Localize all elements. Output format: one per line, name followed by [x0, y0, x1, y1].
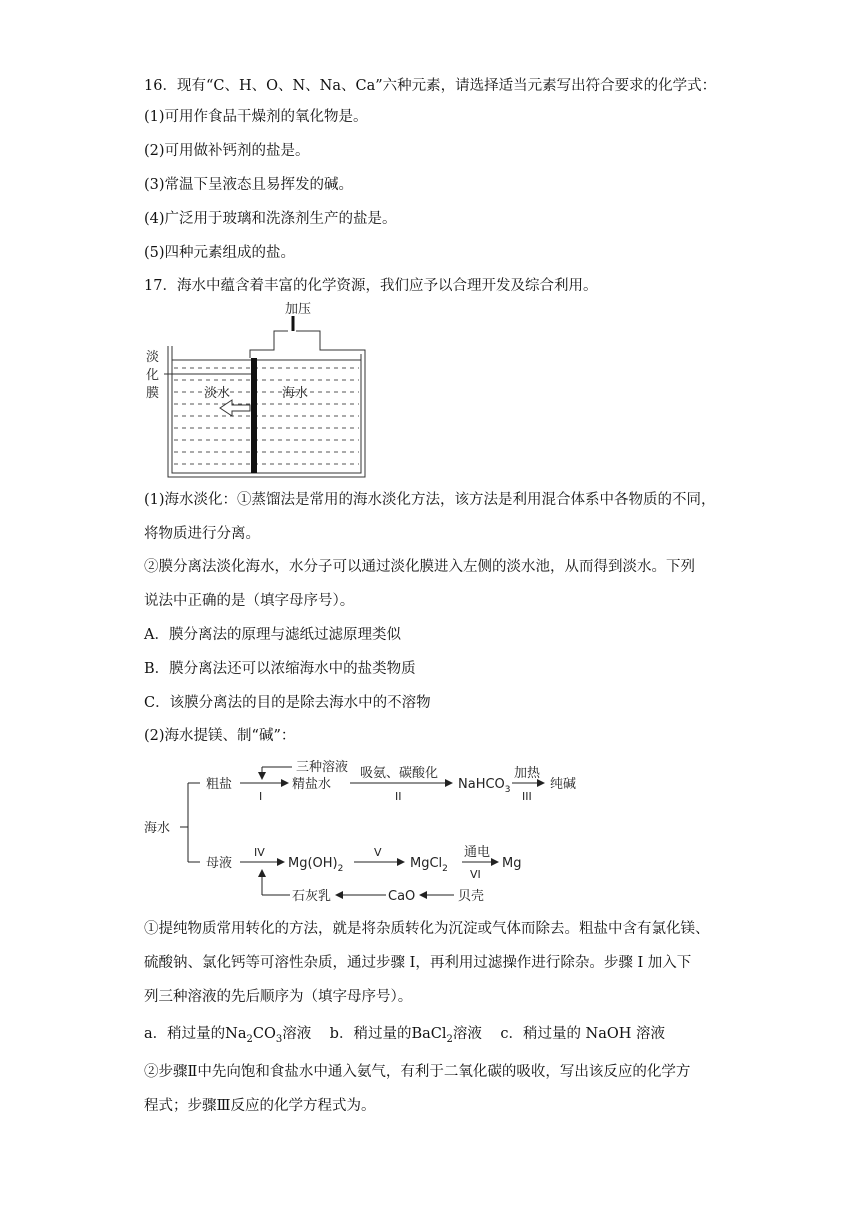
process-flowchart — [140, 752, 620, 910]
fresh-water-label: 淡水 — [204, 386, 231, 401]
step-6-condition: 通电 — [464, 845, 491, 860]
q17-s1-line2: 硫酸钠、氯化钙等可溶性杂质，通过步骤 I，再利用过滤操作进行除杂。步骤 I 加入下 — [144, 955, 692, 971]
sea-water-label: 海水 — [282, 386, 309, 401]
mgoh2-node: $Mg(OH)_2$ — [288, 856, 344, 874]
q17-s1-line1: ①提纯物质常用转化的方法，就是将杂质转化为沉淀或气体而除去。粗盐中含有氯化镁、 — [144, 921, 710, 937]
mgcl2-node: MgCl$_2$ — [410, 856, 448, 874]
shell-node: 贝壳 — [458, 889, 485, 904]
q16-item-5: (5)四种元素组成的盐。 — [144, 245, 296, 261]
q17-p2-line2: 说法中正确的是（填字母序号）。 — [144, 593, 355, 609]
pressure-label: 加压 — [285, 302, 312, 317]
mother-liquor-node: 母液 — [206, 856, 233, 871]
q16-item-1: (1)可用作食品干燥剂的氧化物是。 — [144, 109, 368, 125]
step-1-label: I — [259, 790, 263, 803]
q17-stem: 17．海水中蕴含着丰富的化学资源，我们应予以合理开发及综合利用。 — [144, 278, 598, 294]
cao-node: CaO — [388, 889, 416, 904]
q16-stem: 16．现有“C、H、O、N、Na、Ca”六种元素，请选择适当元素写出符合要求的化学式： — [144, 78, 717, 94]
membrane-label-2: 化 — [146, 368, 160, 383]
q16-item-2: (2)可用做补钙剂的盐是。 — [144, 143, 310, 159]
lime-milk-node: 石灰乳 — [292, 889, 332, 904]
part2-title: (2)海水提镁、制“碱”： — [144, 728, 296, 744]
solution-options — [144, 1024, 665, 1050]
q17-s2-line1: ②步骤Ⅱ中先向饱和食盐水中通入氨气，有利于二氧化碳的吸收，写出该反应的化学方 — [144, 1064, 691, 1080]
step-6-label: VI — [470, 868, 481, 881]
membrane-label-1: 淡 — [146, 350, 160, 365]
q17-p1-line1: (1)海水淡化：①蒸馏法是常用的海水淡化方法，该方法是利用混合体系中各物质的不同， — [144, 492, 716, 508]
membrane-bar — [251, 358, 257, 473]
step-2-condition: 吸氨、碳酸化 — [360, 766, 439, 781]
brine-node: 精盐水 — [292, 777, 332, 792]
mg-node: Mg — [502, 856, 522, 871]
solution-c: c．稍过量的 NaOH 溶液 — [500, 1026, 666, 1042]
step-5-label: V — [374, 846, 382, 859]
step-3-label: III — [522, 790, 532, 803]
option-b: B．膜分离法还可以浓缩海水中的盐类物质 — [144, 661, 416, 677]
flow-arrow — [220, 400, 250, 416]
option-c: C．该膜分离法的目的是除去海水中的不溶物 — [144, 695, 431, 711]
seawater-node: 海水 — [144, 821, 171, 836]
three-solutions-label: 三种溶液 — [296, 760, 349, 775]
membrane-label-3: 膜 — [146, 386, 160, 401]
option-a: A．膜分离法的原理与滤纸过滤原理类似 — [144, 627, 401, 643]
solution-b: b．稍过量的BaCl$_2$溶液 — [329, 1026, 482, 1045]
crude-salt-node: 粗盐 — [206, 777, 233, 792]
solution-a: a．稍过量的$Na_2CO_3$溶液 — [144, 1026, 312, 1045]
q16-item-4: (4)广泛用于玻璃和洗涤剂生产的盐是。 — [144, 211, 397, 227]
desalination-diagram — [140, 298, 380, 483]
q17-s1-line3: 列三种溶液的先后顺序为（填字母序号）。 — [144, 989, 413, 1005]
step-2-label: II — [395, 790, 402, 803]
step-3-condition: 加热 — [514, 766, 541, 781]
q16-item-3: (3)常温下呈液态且易挥发的碱。 — [144, 177, 354, 193]
q17-s2-line2: 程式；步骤Ⅲ反应的化学方程式为。 — [144, 1098, 376, 1114]
soda-node: 纯碱 — [550, 777, 577, 792]
nahco3-node: NaHCO$_3$ — [458, 777, 511, 795]
q17-p2-line1: ②膜分离法淡化海水，水分子可以通过淡化膜进入左侧的淡水池，从而得到淡水。下列 — [144, 559, 695, 575]
q17-p1-line2: 将物质进行分离。 — [144, 526, 260, 542]
step-4-label: IV — [254, 846, 265, 859]
